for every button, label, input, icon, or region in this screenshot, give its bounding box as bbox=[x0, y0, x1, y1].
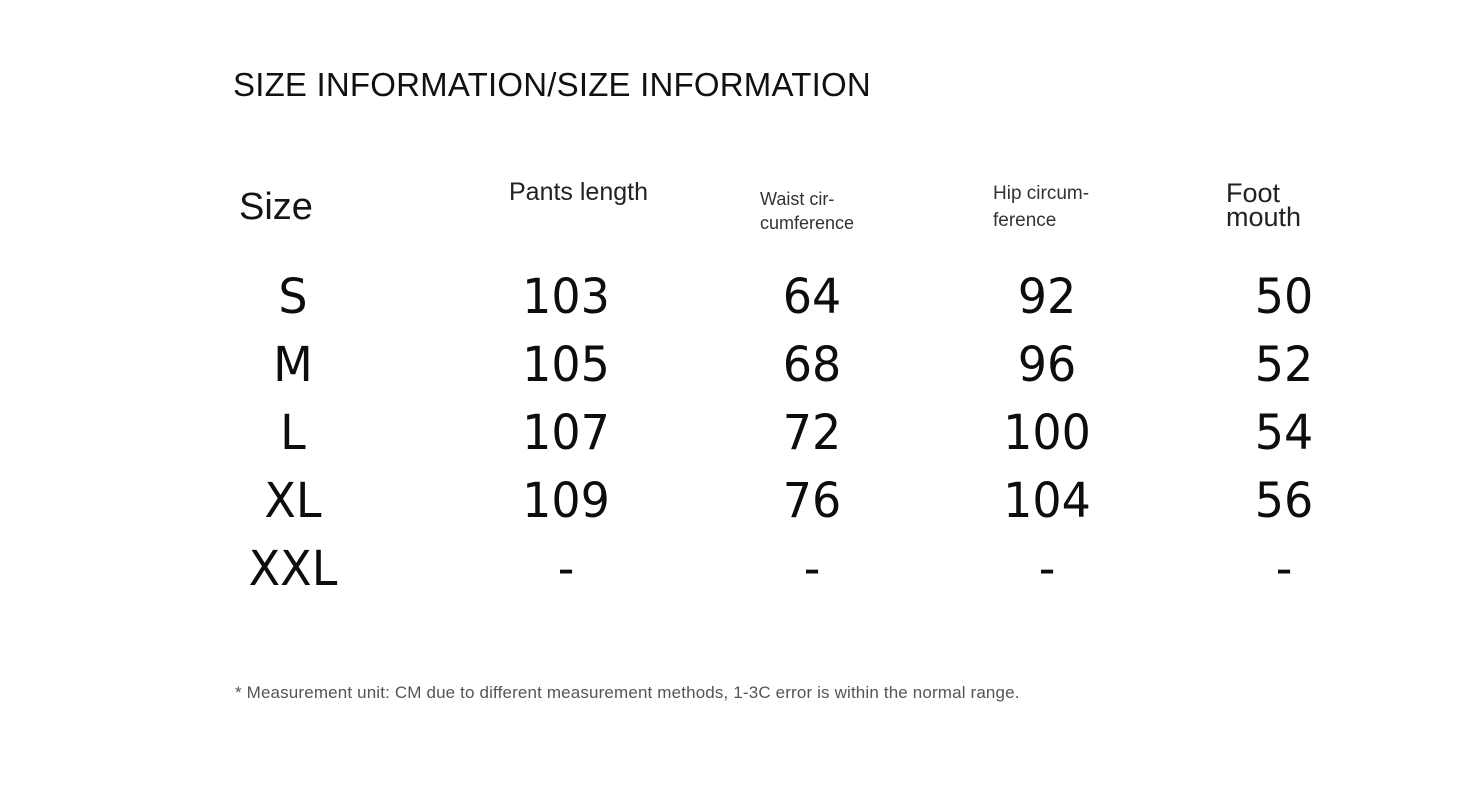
table-row bbox=[0, 466, 1481, 534]
waist-cell: 72 bbox=[782, 403, 842, 461]
table-row bbox=[0, 398, 1481, 466]
column-header-size: Size bbox=[239, 186, 313, 228]
foot-mouth-cell: 54 bbox=[1254, 403, 1314, 461]
hip-cell: - bbox=[1038, 539, 1056, 597]
size-table bbox=[0, 262, 1481, 602]
foot-mouth-cell: 52 bbox=[1254, 335, 1314, 393]
waist-cell: 68 bbox=[782, 335, 842, 393]
column-header-foot-mouth: Foot mouth bbox=[1226, 178, 1302, 232]
size-cell: M bbox=[273, 335, 313, 393]
pants-length-cell: 107 bbox=[522, 403, 610, 461]
hip-cell: 100 bbox=[1003, 403, 1091, 461]
hip-cell: 104 bbox=[1003, 471, 1091, 529]
foot-mouth-cell: 50 bbox=[1254, 267, 1314, 325]
table-row bbox=[0, 534, 1481, 602]
pants-length-cell: 105 bbox=[522, 335, 610, 393]
measurement-note: * Measurement unit: CM due to different measurement methods, 1-3C error is within the normal range. bbox=[235, 683, 1020, 702]
waist-cell: - bbox=[803, 539, 821, 597]
size-cell: S bbox=[278, 267, 308, 325]
table-row bbox=[0, 262, 1481, 330]
column-header-hip: Hip circum-ference bbox=[993, 183, 1090, 231]
hip-cell: 96 bbox=[1017, 335, 1077, 393]
waist-cell: 76 bbox=[782, 471, 842, 529]
column-header-pants-length: Pants length bbox=[509, 178, 648, 206]
size-cell: XXL bbox=[248, 539, 338, 597]
pants-length-cell: - bbox=[557, 539, 575, 597]
hip-cell: 92 bbox=[1017, 267, 1077, 325]
foot-mouth-cell: 56 bbox=[1254, 471, 1314, 529]
table-row bbox=[0, 330, 1481, 398]
column-header-waist: Waist cir-cumference bbox=[760, 189, 855, 233]
pants-length-cell: 103 bbox=[522, 267, 610, 325]
size-cell: XL bbox=[264, 471, 322, 529]
waist-cell: 64 bbox=[782, 267, 842, 325]
size-cell: L bbox=[280, 403, 306, 461]
page-title: SIZE INFORMATION/SIZE INFORMATION bbox=[233, 66, 871, 103]
foot-mouth-cell: - bbox=[1275, 539, 1293, 597]
pants-length-cell: 109 bbox=[522, 471, 610, 529]
